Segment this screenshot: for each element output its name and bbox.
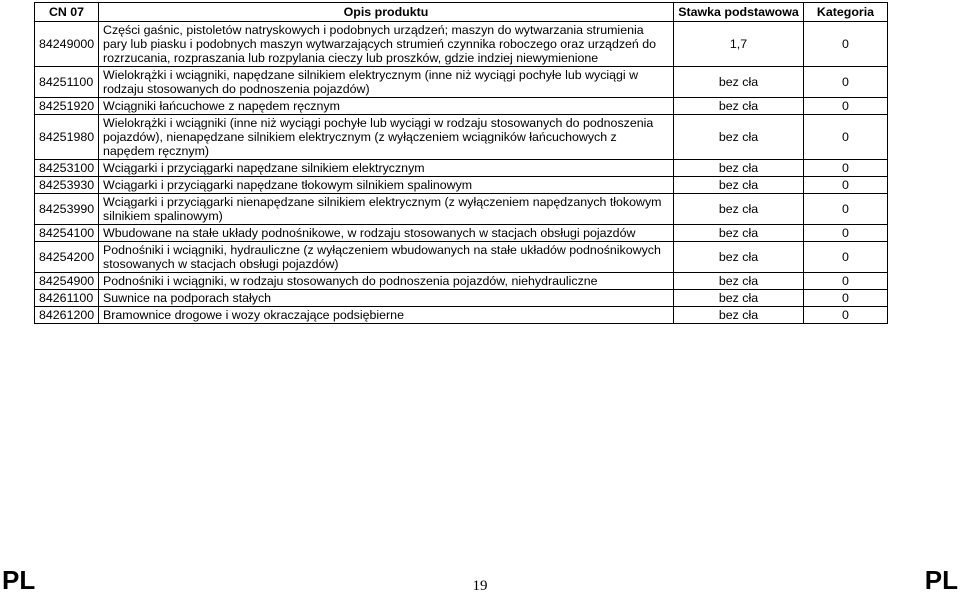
page-number: 19 bbox=[472, 578, 488, 594]
rate-cell: bez cła bbox=[674, 273, 804, 290]
table-row bbox=[35, 194, 888, 225]
table-row bbox=[35, 273, 888, 290]
header-rate: Stawka podstawowa bbox=[674, 3, 804, 22]
description-cell: Podnośniki i wciągniki, hydrauliczne (z wyłączeniem wbudowanych na stałe układów podnośnikowych stosowanych w stacjach obsługi pojazdów) bbox=[99, 242, 674, 273]
category-cell: 0 bbox=[804, 194, 888, 225]
rate-cell: 1,7 bbox=[674, 22, 804, 67]
footer-language-left: PL bbox=[2, 565, 36, 595]
table-row bbox=[35, 98, 888, 115]
category-cell: 0 bbox=[804, 290, 888, 307]
table-row bbox=[35, 290, 888, 307]
rate-cell: bez cła bbox=[674, 115, 804, 160]
cn-code-cell: 84249000 bbox=[35, 22, 99, 67]
category-cell: 0 bbox=[804, 67, 888, 98]
cn-code-cell: 84251920 bbox=[35, 98, 99, 115]
category-cell: 0 bbox=[804, 225, 888, 242]
cn-code-cell: 84253100 bbox=[35, 160, 99, 177]
description-cell: Wbudowane na stałe układy podnośnikowe, w rodzaju stosowanych w stacjach obsługi pojazdów bbox=[99, 225, 674, 242]
rate-cell: bez cła bbox=[674, 242, 804, 273]
description-cell: Bramownice drogowe i wozy okraczające podsiębierne bbox=[99, 307, 674, 324]
cn-code-cell: 84254100 bbox=[35, 225, 99, 242]
cn-code-cell: 84261100 bbox=[35, 290, 99, 307]
table-header bbox=[35, 3, 888, 22]
rate-cell: bez cła bbox=[674, 67, 804, 98]
description-cell: Wciągniki łańcuchowe z napędem ręcznym bbox=[99, 98, 674, 115]
table-row bbox=[35, 67, 888, 98]
cn-code-cell: 84251980 bbox=[35, 115, 99, 160]
rate-cell: bez cła bbox=[674, 160, 804, 177]
description-cell: Wciągarki i przyciągarki napędzane silnikiem elektrycznym bbox=[99, 160, 674, 177]
category-cell: 0 bbox=[804, 115, 888, 160]
table-body bbox=[35, 22, 888, 324]
rate-cell: bez cła bbox=[674, 98, 804, 115]
cn-code-cell: 84253990 bbox=[35, 194, 99, 225]
tariff-table bbox=[34, 2, 888, 324]
rate-cell: bez cła bbox=[674, 290, 804, 307]
category-cell: 0 bbox=[804, 307, 888, 324]
rate-cell: bez cła bbox=[674, 225, 804, 242]
category-cell: 0 bbox=[804, 98, 888, 115]
category-cell: 0 bbox=[804, 160, 888, 177]
description-cell: Wielokrążki i wciągniki (inne niż wyciągi pochyłe lub wyciągi w rodzaju stosowanych do podnoszenia pojazdów), nienapędzane silnikiem elektrycznym (z wyłączeniem wciągników łańcuchowych z napędem ręcznym) bbox=[99, 115, 674, 160]
description-cell: Wielokrążki i wciągniki, napędzane silnikiem elektrycznym (inne niż wyciągi pochyłe lub wyciągi w rodzaju stosowanych do podnoszenia pojazdów) bbox=[99, 67, 674, 98]
table-row bbox=[35, 177, 888, 194]
description-cell: Suwnice na podporach stałych bbox=[99, 290, 674, 307]
header-row bbox=[35, 3, 888, 22]
cn-code-cell: 84254200 bbox=[35, 242, 99, 273]
cn-code-cell: 84251100 bbox=[35, 67, 99, 98]
category-cell: 0 bbox=[804, 22, 888, 67]
description-cell: Wciągarki i przyciągarki nienapędzane silnikiem elektrycznym (z wyłączeniem napędzanych tłokowym silnikiem spalinowym) bbox=[99, 194, 674, 225]
description-cell: Wciągarki i przyciągarki napędzane tłokowym silnikiem spalinowym bbox=[99, 177, 674, 194]
header-cn-code: CN 07 bbox=[35, 3, 99, 22]
header-category: Kategoria bbox=[804, 3, 888, 22]
table-row bbox=[35, 225, 888, 242]
header-description: Opis produktu bbox=[99, 3, 674, 22]
category-cell: 0 bbox=[804, 177, 888, 194]
table-row bbox=[35, 115, 888, 160]
description-cell: Podnośniki i wciągniki, w rodzaju stosowanych do podnoszenia pojazdów, niehydrauliczne bbox=[99, 273, 674, 290]
table-row bbox=[35, 22, 888, 67]
category-cell: 0 bbox=[804, 242, 888, 273]
cn-code-cell: 84253930 bbox=[35, 177, 99, 194]
rate-cell: bez cła bbox=[674, 307, 804, 324]
table-row bbox=[35, 307, 888, 324]
footer-language-right: PL bbox=[924, 565, 958, 595]
cn-code-cell: 84254900 bbox=[35, 273, 99, 290]
table-row bbox=[35, 160, 888, 177]
table-row bbox=[35, 242, 888, 273]
rate-cell: bez cła bbox=[674, 194, 804, 225]
category-cell: 0 bbox=[804, 273, 888, 290]
description-cell: Części gaśnic, pistoletów natryskowych i podobnych urządzeń; maszyn do wytwarzania strumienia pary lub piasku i podobnych maszyn wytwarzających strumień czynnika roboczego oraz urządzeń do rozrzucania, rozpraszania lub rozpylania cieczy lub proszków, gdzie indziej niewymienione bbox=[99, 22, 674, 67]
cn-code-cell: 84261200 bbox=[35, 307, 99, 324]
rate-cell: bez cła bbox=[674, 177, 804, 194]
